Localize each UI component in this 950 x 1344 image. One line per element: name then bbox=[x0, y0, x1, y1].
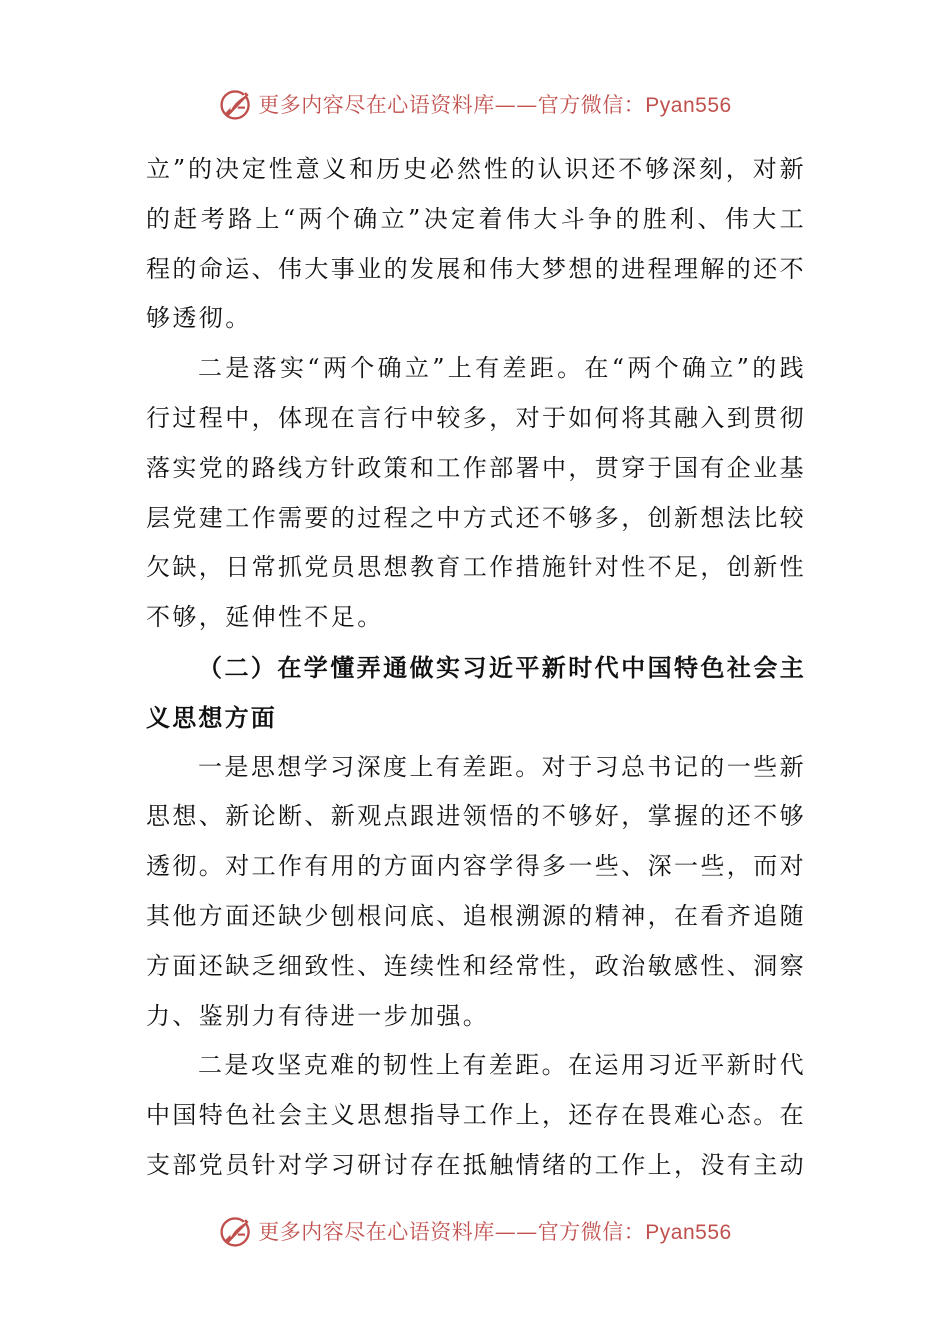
watermark-footer bbox=[0, 1211, 950, 1251]
wechat-id: Pyan556 bbox=[645, 94, 732, 117]
paragraph: 二是攻坚克难的韧性上有差距。在运用习近平新时代中国特色社会主义思想指导工作上，还存在畏难心态。在支部党员针对学习研讨存在抵触情绪的工作上，没有主动 bbox=[146, 1051, 806, 1179]
quill-seal-icon bbox=[218, 86, 254, 122]
watermark-text: 更多内容尽在心语资料库——官方微信： bbox=[258, 1220, 646, 1244]
paragraph-continuation: 立”的决定性意义和历史必然性的认识还不够深刻，对新的赶考路上“两个确立”决定着伟大斗争的胜利、伟大工程的命运、伟大事业的发展和伟大梦想的进程理解的还不够透彻。 bbox=[146, 155, 806, 333]
wechat-id: Pyan556 bbox=[645, 1221, 732, 1244]
watermark-text: 更多内容尽在心语资料库——官方微信： bbox=[258, 93, 646, 117]
quill-seal-icon bbox=[218, 1213, 254, 1249]
paragraph: 二是落实“两个确立”上有差距。在“两个确立”的践行过程中，体现在言行中较多，对于如何将其融入到贯彻落实党的路线方针政策和工作部署中，贯穿于国有企业基层党建工作需要的过程之中方式还不够多，创新想法比较欠缺，日常抓党员思想教育工作措施针对性不足，创新性不够，延伸性不足。 bbox=[146, 354, 806, 632]
paragraph: 一是思想学习深度上有差距。对于习总书记的一些新思想、新论断、新观点跟进领悟的不够好，掌握的还不够透彻。对工作有用的方面内容学得多一些、深一些，而对其他方面还缺少刨根问底、追根溯源的精神，在看齐追随方面还缺乏细致性、连续性和经常性，政治敏感性、洞察力、鉴别力有待进一步加强。 bbox=[146, 752, 806, 1030]
section-heading: （二）在学懂弄通做实习近平新时代中国特色社会主义思想方面 bbox=[146, 652, 806, 732]
watermark-header bbox=[0, 84, 950, 124]
document-body bbox=[146, 145, 806, 1191]
